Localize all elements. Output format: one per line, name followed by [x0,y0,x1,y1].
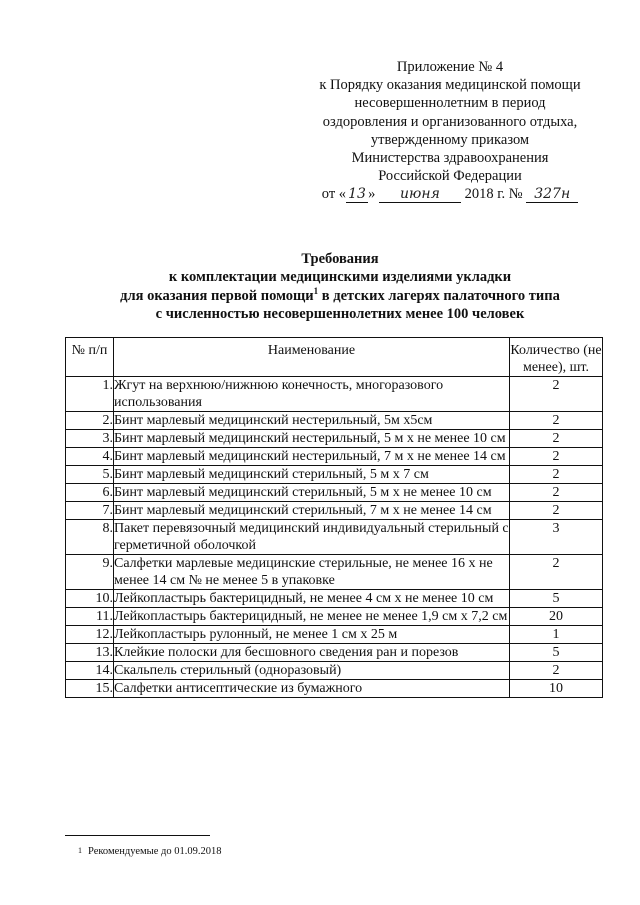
appendix-line: оздоровления и организованного отдыха, [322,113,578,130]
row-name: Бинт марлевый медицинский нестерильный, 5м x5см [114,412,510,430]
header-quantity: Количество (не менее), шт. [510,338,603,377]
row-quantity: 2 [510,484,603,502]
row-number: 6. [66,484,114,502]
table-row [66,644,603,662]
row-name: Бинт марлевый медицинский нестерильный, 5 м х не менее 10 см [114,430,510,448]
title-line [80,287,600,305]
table-row [66,590,603,608]
row-name: Бинт марлевый медицинский стерильный, 5 м х 7 см [114,466,510,484]
document-title [80,250,600,324]
row-name: Клейкие полоски для бесшовного сведения ран и порезов [114,644,510,662]
appendix-line: утвержденному приказом [370,131,530,148]
row-number: 3. [66,430,114,448]
header-name: Наименование [114,338,510,377]
row-name: Лейкопластырь бактерицидный, не менее не менее 1,9 см х 7,2 см [114,608,510,626]
table-row [66,555,603,590]
row-quantity: 2 [510,448,603,466]
row-number: 4. [66,448,114,466]
row-number: 7. [66,502,114,520]
row-number: 1. [66,377,114,412]
row-number: 12. [66,626,114,644]
appendix-line: Министерства здравоохранения [351,150,549,167]
table-row [66,484,603,502]
appendix-line: Российской Федерации [378,168,522,185]
row-quantity: 5 [510,590,603,608]
footnote-text: Рекомендуемые до 01.09.2018 [88,846,222,857]
row-number: 9. [66,555,114,590]
order-number: 327н [526,187,578,203]
table-row [66,448,603,466]
row-name: Лейкопластырь рулонный, не менее 1 см х 25 м [114,626,510,644]
row-number: 14. [66,662,114,680]
row-name: Пакет перевязочный медицинский индивидуальный стерильный с герметичной оболочкой [114,521,509,553]
row-quantity: 1 [510,626,603,644]
row-number: 8. [66,520,114,555]
requirements-table [65,337,603,698]
date-year: 2018 г. № [464,186,523,203]
title-line-part: в детских лагерях палаточного типа [318,287,560,304]
row-quantity: 2 [510,377,603,412]
row-quantity: 2 [510,412,603,430]
table-row [66,608,603,626]
row-name: Салфетки антисептические из бумажного [114,680,510,698]
appendix-line: Приложение № 4 [396,59,504,75]
row-name: Лейкопластырь бактерицидный, не менее 4 см х не менее 10 см [114,590,510,608]
table-row [66,520,603,555]
appendix-line: к Порядку оказания медицинской помощи [319,77,581,94]
row-number: 11. [66,608,114,626]
row-name: Бинт марлевый медицинский нестерильный, 7 м х не менее 14 см [114,448,510,466]
row-quantity: 2 [510,466,603,484]
row-quantity: 2 [510,502,603,520]
footnote-divider [65,835,210,836]
row-name: Бинт марлевый медицинский стерильный, 7 м х не менее 14 см [114,502,510,520]
appendix-line: несовершеннолетним в период [354,95,546,112]
row-name: Жгут на верхнюю/нижнюю конечность, многоразового использования [114,377,510,412]
table-row [66,662,603,680]
table-row [66,680,603,698]
row-name: Салфетки марлевые медицинские стерильные, не менее 16 х не менее 14 см № не менее 5 в упаковке [114,555,510,590]
row-quantity: 10 [510,680,603,698]
footnote-reference: 1 [313,285,319,296]
date-prefix: от « [321,186,347,203]
table-row [66,466,603,484]
header-number: № п/п [66,338,114,377]
row-quantity: 2 [510,555,603,590]
row-quantity: 2 [510,662,603,680]
table-row [66,502,603,520]
order-date-line [300,185,600,203]
row-number: 5. [66,466,114,484]
table-row [66,377,603,412]
row-quantity: 2 [510,430,603,448]
table-row [66,412,603,430]
title-line: с численностью несовершеннолетних менее 100 человек [155,306,525,323]
row-number: 15. [66,680,114,698]
title-line: Требования [301,251,379,267]
row-number: 13. [66,644,114,662]
date-mid: » [368,186,376,203]
row-name: Скальпель стерильный (одноразовый) [114,662,510,680]
footnote [78,846,221,857]
appendix-header [300,58,600,204]
date-month: июня [379,187,461,203]
date-day: 13 [346,187,368,203]
row-number: 10. [66,590,114,608]
table-row [66,626,603,644]
row-name: Бинт марлевый медицинский стерильный, 5 м х не менее 10 см [114,484,510,502]
table-body [66,377,603,698]
footnote-mark: 1 [78,846,82,855]
title-line-part: для оказания первой помощи [120,287,314,304]
table-header-row [66,338,603,377]
table-row [66,430,603,448]
row-quantity: 20 [510,608,603,626]
title-line: к комплектации медицинскими изделиями укладки [168,269,512,286]
row-number: 2. [66,412,114,430]
row-quantity: 3 [510,520,603,555]
row-quantity: 5 [510,644,603,662]
